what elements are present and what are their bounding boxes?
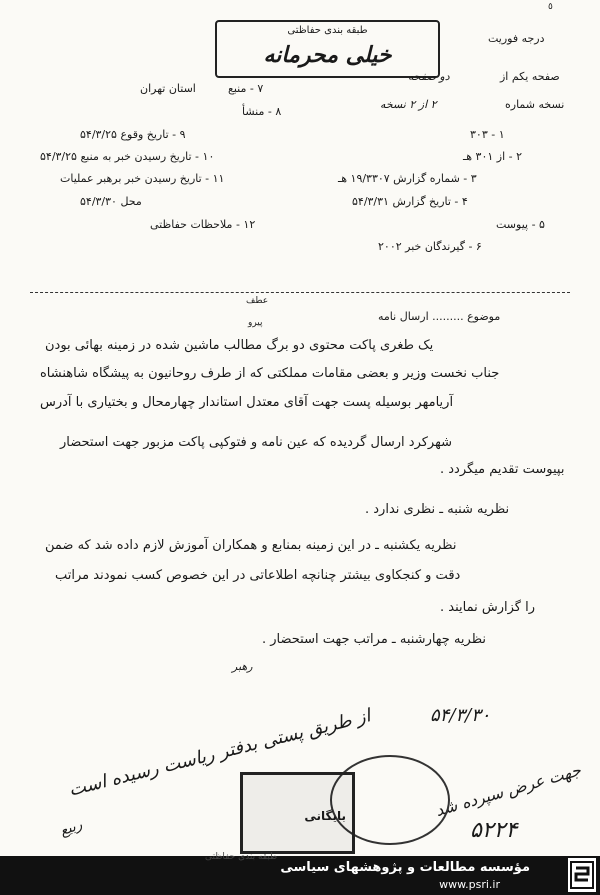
handwriting-numbers-2: ۵۲۲۴	[470, 818, 518, 843]
right-item-1: ۱ - ۳۰۳	[470, 128, 505, 141]
note-wednesday: نظریه چهارشنبه ـ مراتب جهت استحضار .	[262, 632, 487, 647]
note-sunday-1: نظریه یکشنبه ـ در این زمینه بمنابع و همکاران آموزش لازم داده شد که ضمن	[45, 538, 457, 553]
copy-label: نسخه شماره	[505, 98, 565, 111]
atf-label: عطف	[246, 296, 269, 306]
peyro-label: پیرو	[248, 318, 263, 328]
subject-line: موضوع ......... ارسال نامه	[378, 310, 501, 323]
note-saturday: نظریه شنبه ـ نظری ندارد .	[365, 502, 510, 517]
body-line-2: جناب نخست وزیر و بعضی مقامات مملکتی که از طرف روحانیون به پیشگاه شاهنشاه	[40, 366, 500, 381]
archive-stamp	[240, 772, 355, 854]
left-item-11: ۱۱ - تاریخ رسیدن خبر برهبر عملیات	[60, 172, 225, 185]
body-line-1: یک طغری پاکت محتوی دو برگ مطالب ماشین شده در زمینه بهائی بودن	[45, 338, 434, 353]
section-divider	[30, 292, 570, 293]
urgency-label: درجه فوریت	[488, 32, 545, 45]
body-line-3: آریامهر بوسیله پست جهت آقای معتدل استاندار چهارمحال و بختیاری با آدرس	[40, 395, 454, 410]
note-sunday-3: را گزارش نمایند .	[440, 600, 535, 615]
watermark-class-label: طبقه بندی حفاظتی	[205, 852, 278, 862]
page-value: دو صفحه	[408, 70, 450, 83]
watermark-url: www.psri.ir	[439, 878, 500, 891]
right-item-3: ۳ - شماره گزارش ۱۹/۳۳۰۷ هـ	[338, 172, 477, 185]
handwriting-line-2: جهت عرض سپرده شد	[433, 760, 583, 821]
left-item-7: ۷ - منبع	[228, 82, 264, 95]
right-item-5: ۵ - پیوست	[496, 218, 545, 231]
page-label: صفحه یکم از	[500, 70, 560, 83]
copy-value: ۲ از ۲ نسخه	[380, 98, 437, 111]
watermark-org: مؤسسه مطالعات و پژوهشهای سیاسی	[280, 860, 530, 875]
classification-value: خیلی محرمانه	[263, 42, 392, 68]
right-item-2: ۲ - از ۳۰۱ هـ	[463, 150, 523, 163]
psri-logo-icon	[568, 858, 596, 892]
page-mark: ٥	[548, 2, 553, 12]
right-item-6: ۶ - گیرندگان خبر ۲۰۰۲	[378, 240, 482, 253]
handwriting-line-1: از طریق پستی بدفتر ریاست رسیده است	[66, 705, 373, 801]
classification-stamp	[215, 20, 440, 78]
left-item-10: ۱۰ - تاریخ رسیدن خبر به منبع ۵۴/۳/۲۵	[40, 150, 215, 163]
left-item-8: ۸ - منشأ	[242, 105, 282, 118]
note-sunday-2: دقت و کنجکاوی بیشتر چنانچه اطلاعاتی در این خصوص کسب نمودند مراتب	[55, 568, 461, 583]
handwriting-line-3: ربیع	[57, 816, 85, 840]
ostan-label: استان تهران	[140, 82, 196, 95]
left-item-12: ۱۲ - ملاحظات حفاظتی	[150, 218, 256, 231]
classification-label: طبقه بندی حفاظتی	[287, 25, 368, 36]
archive-stamp-label: بایگانی	[304, 809, 346, 823]
body-line-5: بپیوست تقدیم میگردد .	[440, 462, 565, 477]
signature-leader: رهبر	[232, 660, 253, 673]
left-item-place: محل ۵۴/۳/۳۰	[80, 195, 142, 208]
watermark-bar	[0, 852, 600, 895]
right-item-4: ۴ - تاریخ گزارش ۵۴/۳/۳۱	[352, 195, 468, 208]
handwriting-numbers-1: ۵۴/۳/۳۰	[430, 705, 491, 726]
left-item-9: ۹ - تاریخ وقوع ۵۴/۳/۲۵	[80, 128, 186, 141]
body-line-4: شهرکرد ارسال گردیده که عین نامه و فتوکپی پاکت مزبور جهت استحضار	[60, 435, 452, 450]
